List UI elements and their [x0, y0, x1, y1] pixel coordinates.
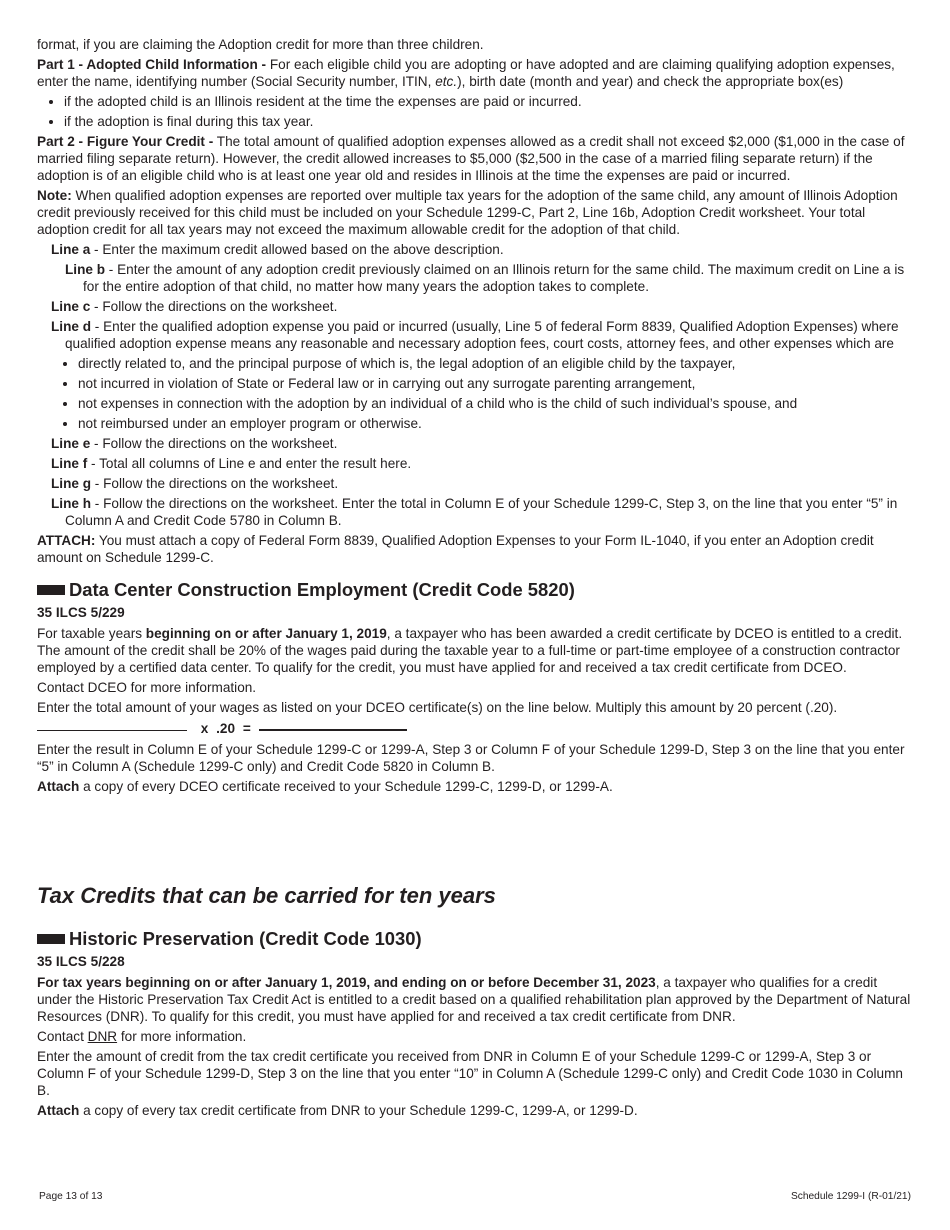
part2-label: Part 2 - Figure Your Credit - [37, 134, 214, 149]
data-center-attach [37, 778, 915, 795]
line-a-label: Line a [51, 242, 91, 257]
line-instructions-2 [37, 435, 915, 529]
rate-value: .20 [216, 721, 236, 736]
equals-sign: = [242, 721, 251, 736]
line-h [51, 495, 915, 529]
historic-contact-a: Contact [37, 1029, 88, 1044]
part1-paragraph [37, 56, 915, 90]
attach-adoption-label: ATTACH: [37, 533, 96, 548]
data-center-enter: Enter the total amount of your wages as listed on your DCEO certificate(s) on the line below. Multiply this amount by 20 percent (.20). [37, 700, 838, 715]
line-d-bullets [51, 355, 915, 432]
line-a-text: - Enter the maximum credit allowed based on the above description. [90, 242, 504, 257]
line-c-label: Line c [51, 299, 91, 314]
historic-contact [37, 1028, 915, 1045]
section-heading-historic [37, 928, 915, 950]
data-center-p1 [37, 625, 915, 676]
attach-adoption-text: You must attach a copy of Federal Form 8839, Qualified Adoption Expenses to your Form IL-1040, if you enter an Adoption credit amount on Schedule 1299-C. [37, 533, 874, 565]
line-h-text: - Follow the directions on the worksheet. Enter the total in Column E of your Schedule 1299-C, Step 3, on the line that you enter “5” in Column A and Credit Code 5780 in Column B. [65, 496, 898, 528]
note-text: When qualified adoption expenses are reported over multiple tax years for the adoption of the same child, any amount of Illinois Adoption credit previously received for this child must be included on your Schedule 1299-C, Part 2, Line 16b, Adoption Credit worksheet. Your total adoption credit for all tax years may not exceed the maximum allowable credit for the adoption of that child. [37, 188, 898, 237]
data-center-heading-text: Data Center Construction Employment (Credit Code 5820) [69, 579, 575, 600]
line-a [51, 241, 915, 258]
historic-p1 [37, 974, 915, 1025]
historic-attach-label: Attach [37, 1103, 80, 1118]
list-item: • not incurred in violation of State or Federal law or in carrying out any surrogate parenting arrangement, [78, 375, 915, 392]
intro-tail: format, if you are claiming the Adoption credit for more than three children. [37, 37, 484, 52]
line-e [51, 435, 915, 452]
historic-heading-text: Historic Preservation (Credit Code 1030) [69, 928, 422, 949]
part1-text-b: ), birth date (month and year) and check the appropriate box(es) [457, 74, 844, 89]
data-center-p1-b: , a taxpayer who has been awarded a credit certificate by DCEO is entitled to a credit. The amount of the credit shall be 20% of the wages paid during the taxable year to a full-time or part-time employee of a construction contractor employed by a certified data center. To qualify for the credit, you must have applied for and received a tax credit certificate from DCEO. [37, 626, 903, 675]
data-center-attach-label: Attach [37, 779, 80, 794]
line-b-label: Line b [65, 262, 106, 277]
part1-etc: etc. [435, 74, 458, 89]
historic-p1-text: , a taxpayer who qualifies for a credit under the Historic Preservation Tax Credit Act is entitled to a credit based on a qualified rehabilitation plan approved by the Department of Natural Resources (DNR). To qualify for this credit, you must have applied for and received a tax credit certificate from DNR. [37, 975, 911, 1024]
list-item: • if the adoption is final during this tax year. [64, 113, 915, 130]
line-b-text: - Enter the amount of any adoption credit previously claimed on an Illinois return for the same child. The maximum credit on Line a is for the entire adoption of that child, no matter how many years the adoption takes to complete. [83, 262, 905, 294]
line-instructions [37, 241, 915, 352]
line-d-label: Line d [51, 319, 92, 334]
part2-paragraph [37, 133, 915, 184]
statute-citation: 35 ILCS 5/229 [37, 605, 125, 620]
line-f-text: - Total all columns of Line e and enter the result here. [87, 456, 412, 471]
attach-adoption [37, 532, 915, 566]
line-f-label: Line f [51, 456, 88, 471]
part1-bullets [37, 93, 915, 130]
credit-result-line[interactable] [259, 719, 407, 731]
list-item: • not reimbursed under an employer program or otherwise. [78, 415, 915, 432]
line-f [51, 455, 915, 472]
data-center-result: Enter the result in Column E of your Schedule 1299-C or 1299-A, Step 3 or Column F of your Schedule 1299-D, Step 3 on the line that you enter “5” in Column A (Schedule 1299-C only) and Credit Code 5820 in Column B. [37, 742, 905, 774]
historic-attach-text: a copy of every tax credit certificate from DNR to your Schedule 1299-C, 1299-A, or 1299-D. [79, 1103, 638, 1118]
line-e-text: - Follow the directions on the worksheet. [90, 436, 338, 451]
line-c [51, 298, 915, 315]
page-number: Page 13 of 13 [39, 1191, 103, 1202]
section-bar-icon [37, 934, 65, 944]
list-item: • directly related to, and the principal purpose of which is, the legal adoption of an eligible child by the taxpayer, [78, 355, 915, 372]
historic-enter: Enter the amount of credit from the tax credit certificate you received from DNR in Column E of your Schedule 1299-C or 1299-A, Step 3 or Column F of your Schedule 1299-D, Step 3 on the line that you enter “10” in Column A (Schedule 1299-C only) and Credit Code 1030 in Column B. [37, 1049, 903, 1098]
line-h-label: Line h [51, 496, 92, 511]
list-item: • not expenses in connection with the adoption by an individual of a child who is the child of such individual’s spouse, and [78, 395, 915, 412]
line-e-label: Line e [51, 436, 91, 451]
part1-label: Part 1 - Adopted Child Information - [37, 57, 267, 72]
historic-contact-b: for more information. [117, 1029, 247, 1044]
section-bar-icon [37, 585, 65, 595]
wage-calculation [37, 719, 915, 737]
data-center-p1-a: For taxable years [37, 626, 146, 641]
line-d-text: - Enter the qualified adoption expense you paid or incurred (usually, Line 5 of federal Form 8839, Qualified Adoption Expenses) where qualified adoption expense means any reasonable and necessary adoption fees, court costs, attorney fees, and other expenses which are [65, 319, 899, 351]
historic-attach [37, 1102, 915, 1119]
note-label: Note: [37, 188, 72, 203]
data-center-p1-bold: beginning on or after January 1, 2019 [145, 626, 387, 641]
note-paragraph [37, 187, 915, 238]
form-identifier: Schedule 1299-I (R-01/21) [790, 1191, 911, 1202]
line-b [51, 261, 915, 295]
line-g [51, 475, 915, 492]
part2-text: The total amount of qualified adoption expenses allowed as a credit shall not exceed $2,000 ($1,000 in the case of married filing separate return). However, the credit allowed increases to $5,000 ($2,500 in the case of a married filing separate return) if the adoption is of an eligible child who is at least one year old and resides in Illinois at the time the expenses are paid or incurred. [37, 134, 905, 183]
page-content [37, 36, 915, 1122]
list-item: • if the adopted child is an Illinois resident at the time the expenses are paid or incurred. [64, 93, 915, 110]
line-c-text: - Follow the directions on the worksheet. [90, 299, 338, 314]
statute-citation: 35 ILCS 5/228 [37, 954, 125, 969]
dnr-link[interactable]: DNR [87, 1029, 118, 1044]
section-heading-data-center [37, 579, 915, 601]
line-d [51, 318, 915, 352]
data-center-contact: Contact DCEO for more information. [37, 680, 257, 695]
historic-p1-bold: For tax years beginning on or after January 1, 2019, and ending on or before December 31, 2023 [37, 975, 656, 990]
part1-text-a: For each eligible child you are adopting or have adopted and are claiming qualifying adoption expenses, enter the name, identifying number (Social Security number, ITIN, [37, 57, 895, 89]
data-center-attach-text: a copy of every DCEO certificate received to your Schedule 1299-C, 1299-D, or 1299-A. [79, 779, 613, 794]
multiply-sign: x [200, 721, 209, 736]
ten-year-title: Tax Credits that can be carried for ten years [37, 883, 496, 908]
line-g-text: - Follow the directions on the worksheet. [91, 476, 339, 491]
line-g-label: Line g [51, 476, 92, 491]
wages-input-line[interactable] [37, 720, 187, 731]
